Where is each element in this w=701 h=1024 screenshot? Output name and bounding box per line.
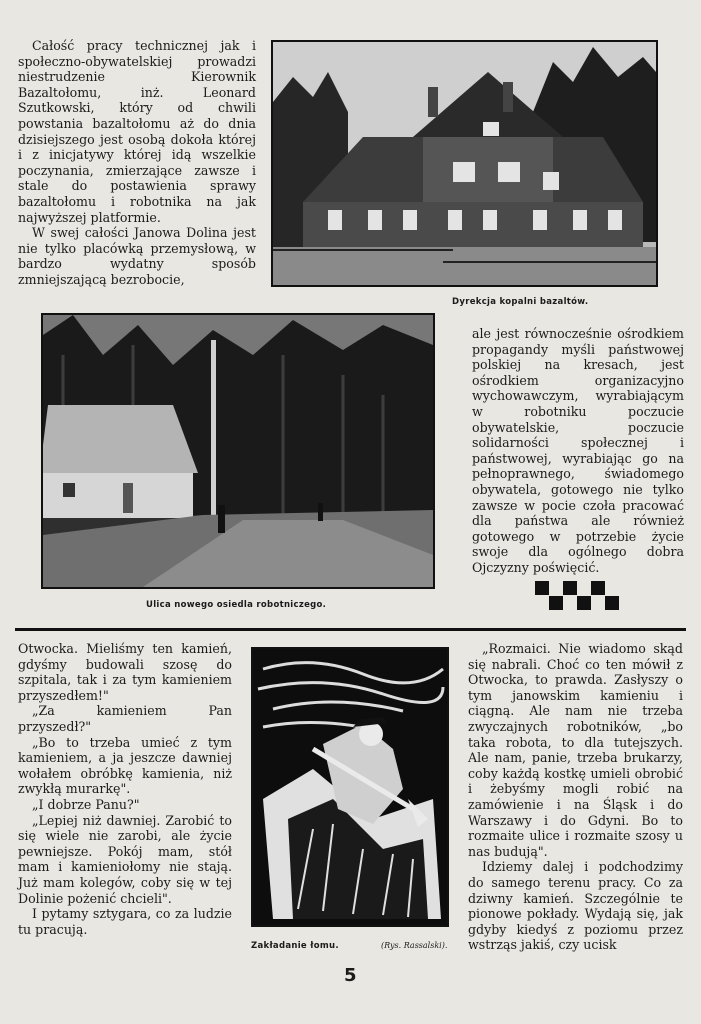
paragraph: Całość pracy technicznej jak i społeczno-obywatelskiej prowadzi niestrudzenie Kierownik Bazaltołomu, inż. Leonard Szutkowski, który od chwili powstania bazaltołomu aż do dnia dzisiejszego jest osobą dokoła której i z inicjatywy której idą wszelkie poczynania, zmierzające zawsze i stale do postawienia sprawy bazaltołomu i robotnika na jak najwyższej platformie. — [18, 38, 256, 225]
section-divider — [15, 628, 686, 631]
paragraph: „Bo to trzeba umieć z tym kamieniem, a ja jeszcze dawniej wołałem obróbkę kamienia, niż zwykłą murarkę". — [18, 734, 232, 797]
paragraph: Idziemy dalej i podchodzimy do samego terenu pracy. Co za dziwny kamień. Szczególnie te pionowe pokłady. Wydają się, jak gdyby kiedyś z poziomu przez wstrząs jakiś, czy ucisk — [468, 859, 683, 953]
paragraph: „Lepiej niż dawniej. Zarobić to się wiele nie zarobi, ale życie pewniejsze. Pokój mam, stół mam i kamieniołomy nie stają. Już mam kolegów, coby się w tej Dolinie pożenić chcieli". — [18, 812, 232, 906]
photo-caption: Ulica nowego osiedla robotniczego. — [146, 600, 327, 610]
paragraph: W swej całości Janowa Dolina jest nie tylko placówką przemysłową, w bardzo wydatny sposób zmniejszającą bezrobocie, — [18, 225, 256, 287]
paragraph: „I dobrze Panu?" — [32, 796, 140, 812]
checker-ornament — [535, 581, 619, 613]
article-column-bottom-left — [18, 641, 232, 937]
paragraph: ale jest równocześnie ośrodkiem propagandy myśli państwowej polskiej na kresach, jest ośrodkiem organizacyjno wychowawczym, wyrabiającym w robotniku poczucie obywatelskie, poczucie solidarności społecznej i państwowej, wyrabiając go na pełnoprawnego, świadomego obywatela, gotowego nie tylko zawsze w pocie czoła pracować dla państwa ale również gotowego w potrzebie życie swoje dla ogólnego dobra Ojczyzny poświęcić. — [472, 326, 684, 575]
article-column-middle-right — [472, 326, 684, 576]
photo-mine-directorate — [271, 40, 658, 287]
page-number: 5 — [344, 965, 357, 986]
illustration-quarry-worker — [251, 647, 449, 927]
paragraph: „Za kamieniem Pan przyszedł?" — [18, 703, 232, 734]
paragraph: I pytamy sztygara, co za ludzie tu pracują. — [18, 906, 232, 937]
article-column-top-left — [18, 38, 256, 288]
paragraph: „Rozmaici. Nie wiadomo skąd się nabrali. Choć co ten mówił z Otwocka, to prawda. Zasłyszy o tym janowskim kamieniu i ciągną. Ale nam nie trzeba zwyczajnych robotników, „bo taka robota, to dla tutejszych. Ale nam, panie, trzeba brukarzy, coby każdą kostkę umieli obrobić i żebyśmy mogli robić na zamówienie i na Śląsk i do Warszawy i do Gdyni. Bo to rozmaite ulice i rozmaite szosy u nas budują". — [468, 641, 683, 859]
photo-caption: Dyrekcja kopalni bazaltów. — [452, 297, 589, 307]
photo-settlement-street — [41, 313, 435, 589]
illustration-caption: Zakładanie łomu. — [251, 941, 339, 951]
article-column-bottom-right — [468, 641, 683, 953]
paragraph: Otwocka. Mieliśmy ten kamień, gdyśmy budowali szosę do szpitala, tak i za tym kamieniem przyszedłem!" — [18, 641, 232, 703]
illustration-credit: (Rys. Rassalski). — [381, 941, 448, 950]
